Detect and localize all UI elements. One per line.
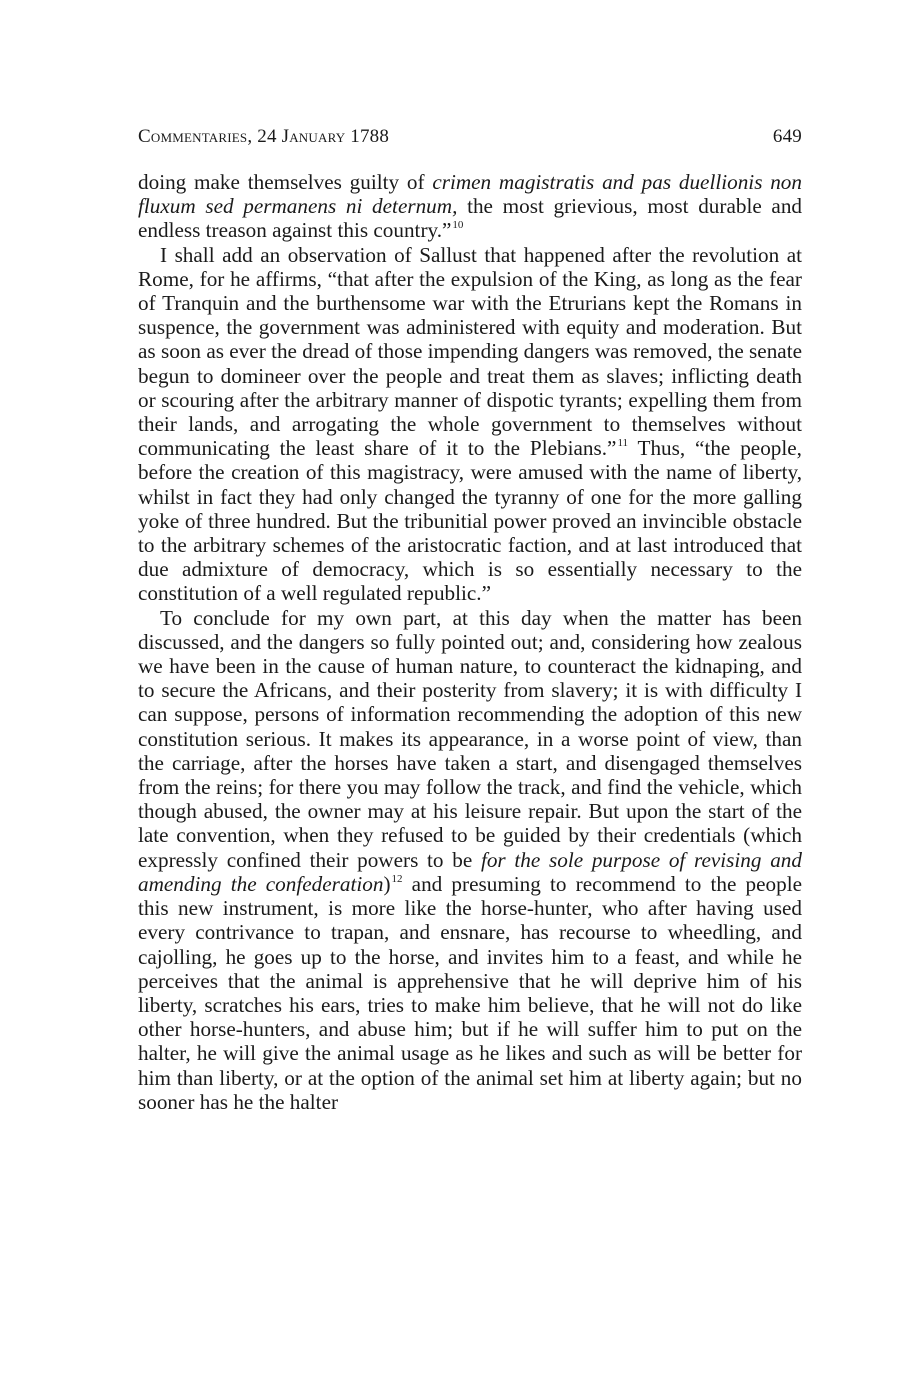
italic-phrase: for the sole purpose of revising and amending the confederation [138,847,802,896]
text-run: I shall add an observation of Sallust that happened after the revolution at Rome, for he affirms, “that after the expulsion of the King, as long as the fear of Tranquin and the burthensome war with the Etrurians kept the Romans in suspence, the government was administered with equity and moderation. But as soon as ever the dread of those impending dangers was removed, the senate begun to domineer over the people and treat them as slaves; inflicting death or scouring after the arbitrary manner of dispotic tyrants; expelling them from their lands, and arrogating the whole government to themselves without communicating the least share of it to the Plebians.” [138,242,802,461]
text-run: ) [383,871,391,896]
paragraph [138,170,802,243]
footnote-marker: 12 [391,872,403,885]
text-run: Thus, “the people, before the creation of this magistracy, were amused with the name of liberty, whilst in fact they had only changed the tyranny of one for the more galling yoke of three hundred. But the tribunitial power proved an invincible obstacle to the arbitrary schemes of the aristocratic faction, and at last introduced that due admixture of democracy, which is so essentially necessary to the constitution of a well regulated republic.” [138,436,802,606]
paragraph [138,606,802,1114]
paragraph [138,243,802,606]
text-run: doing make themselves guilty of [138,170,433,194]
body-text [138,170,802,1114]
running-head [138,122,802,152]
footnote-marker: 10 [452,219,464,232]
book-page [138,122,802,1114]
footnote-marker: 11 [617,437,629,450]
running-title: Commentaries, 24 January 1788 [138,126,390,147]
text-run: the most grievious, most durable and endless treason against this country.” [138,194,803,243]
italic-phrase: crimen magistratis and pas duellionis non fluxum sed permanens ni deternum, [138,170,802,219]
text-run: and presuming to recommend to the people this new instrument, is more like the horse-hunter, who after having used every contrivance to trapan, and ensnare, has recourse to wheedling, and cajolling, he goes up to the horse, and invites him to a feast, and while he perceives that the animal is apprehensive that he will deprive him of his liberty, scratches his ears, tries to make him believe, that he will not do like other horse-hunters, and abuse him; but if he will suffer him to put on the halter, he will give the animal usage as he likes and such as will be better for him than liberty, or at the option of the animal set him at liberty again; but no sooner has he the halter [138,871,803,1114]
text-run: To conclude for my own part, at this day when the matter has been discussed, and the dangers so fully pointed out; and, considering how zealous we have been in the cause of human nature, to counteract the kidnaping, and to secure the Africans, and their posterity from slavery; it is with difficulty I can suppose, persons of information recommending the adoption of this new constitution serious. It makes its appearance, in a worse point of view, than the carriage, after the horses have taken a start, and disengaged themselves from the reins; for there you may follow the track, and find the vehicle, which though abused, the owner may at his leisure repair. But upon the start of the late convention, when they refused to be guided by their credentials (which expressly confined their powers to be [138,605,802,872]
page-number: 649 [772,126,802,147]
